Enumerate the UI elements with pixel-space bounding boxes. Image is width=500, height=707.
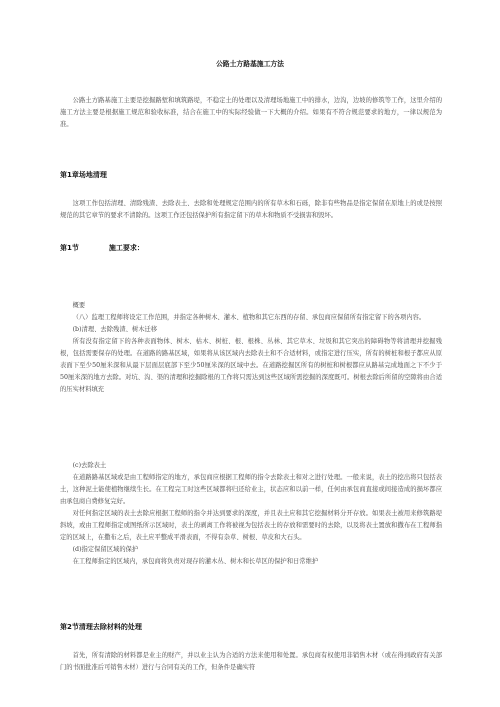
chapter-heading: 第1章场地清理 xyxy=(60,171,107,179)
section2-paragraph: 首先，所有清除的材料都是业主的财产，并以业主认为合适的方法来使用和处置。承包商有权使用非销售木材（或在得到政府有关部门的书面批准后可销售木材）进行与合同有关的工作，但条件是确实符 xyxy=(60,652,442,671)
paragraph-c2: 对任何指定区域的表土去除应根据工程师的指令并达到要求的深度，并且表土应和其它挖掘材料分开存放。如果表土被用来修筑路堤斜坡，或由工程师指定或图纸所示区域时，表土的剥离工作将被视为包括表土的存放和需要时的去除，以及将表土置放和撒布在工程师指定的区域上，在撒布之后，表土应平整成平滑表面，不得有杂草、树根、草皮和大石头。 xyxy=(60,510,442,541)
subheading-d: (d)指定保留区域的保护 xyxy=(72,546,139,553)
paragraph-c1: 在道路路基区域或是由工程师指定的地方，承包商应根据工程师的指令去除表土和对之进行处理。一般来说，表土的挖出将只包括表土，这种泥土能使植物继续生长。在工程完工时这些区域都将归还给业主，状态应和以前一样，任何由承包商直接或间接造成的损坏都应由承包商自费修复完好。 xyxy=(60,474,442,505)
document-title: 公路土方路基施工方法 xyxy=(216,60,284,68)
chapter-paragraph: 这项工作包括清理、清除残渣、去除表土、去除和处理规定范围内的所有草木和石砾，除非有些物品是指定保留在原地上的或是按照规范的其它章节的要求不清除的。这项工作还包括保护所有指定留下的草木和物质不受损害和毁坏。 xyxy=(60,200,442,219)
paragraph-b: 所有没有指定留下的各种表面物体、树木、枯木、树桩、根、根株、丛林、其它草木、垃圾和其它突出的障碍物等将清理并挖掘残根，包括需要保存的处理。在道路的路基区域，如果将从该区域内去除表土和不合适材料，或指定进行压实，所有的树桩和根子都应从原表面下至少50厘米深和从最下层面层底部下至少50厘米深的区域中去。在道路挖掘区所有的树桩和树根都应从路基完成地面之下不少于50厘米深的地方去除。对坑、沟、渠的清理和挖掘除根的工作将只需达到这些区域所需挖掘的深度既可。树根去除后所留的空隙将由合适的压实材料填充 xyxy=(60,338,442,393)
general-block xyxy=(60,300,442,396)
section-title: 施工要求： xyxy=(108,244,144,252)
general-paragraph: （八）监理工程师将设定工作范围，并指定各种树木、灌木、植物和其它东西的存留、承包商应保留所有指定留下的各项内容。 xyxy=(72,314,426,321)
intro-paragraph: 公路土方路基施工主要是挖掘路堑和填筑路堤，不稳定土的处理以及清理场地施工中的排水，边沟，边坡的修筑等工作，这里介绍的施工方法主要是根据施工规范和验收标准，结合在施工中的实际经验做一下大概的介绍。如果有不符合规范要求的地方，一律以规范为准。 xyxy=(60,97,442,128)
general-label: 概要 xyxy=(72,302,86,309)
paragraph-d: 在工程师指定的区域内，承包商将负责对现存的灌木丛、树木和长草区的保护和日常维护 xyxy=(72,558,319,565)
section-heading xyxy=(60,243,144,253)
section-label: 第1节 xyxy=(60,244,79,252)
subheading-c: (c)去除表土 xyxy=(72,462,107,469)
section-c-block xyxy=(60,460,442,568)
subheading-b: (b)清理、去除残渣、树木迁移 xyxy=(72,326,158,333)
section2-heading: 第2节清理去除材料的处理 xyxy=(60,623,142,631)
